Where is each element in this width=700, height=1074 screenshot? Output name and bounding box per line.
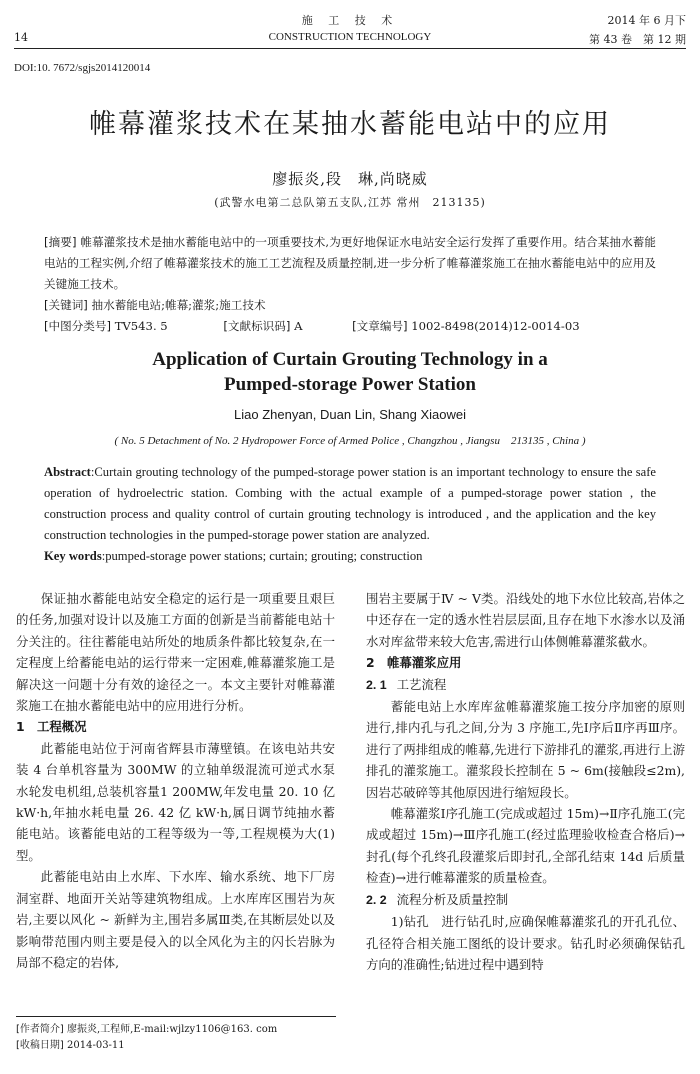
body-paragraph: 蓄能电站上水库库盆帷幕灌浆施工按分序加密的原则进行,排内孔与孔之间,分为 3 序施工,先Ⅰ序后Ⅱ序再Ⅲ序。进行了两排组成的帷幕,先进行下游排孔的灌浆,再进行上游排孔的灌浆施工。灌浆段长控制在 5 ~ 6m(接触段≤2m),因岩芯破碎等其他原因进行缩短段长。 bbox=[366, 699, 685, 800]
abstract-en bbox=[44, 462, 656, 546]
body-paragraph: 1)钻孔 进行钻孔时,应确保帷幕灌浆孔的开孔孔位、孔径符合相关施工图纸的设计要求。钻孔时必须确保钻孔方向的准确性;钻进过程中遇到特 bbox=[366, 914, 685, 972]
body-paragraph: 围岩主要属于Ⅳ ~ Ⅴ类。沿线处的地下水位比较高,岩体之中还存在一定的透水性岩层层面,且存在地下水渗水以及涌水对库盆带来较大危害,需进行山体侧帷幕灌浆截水。 bbox=[366, 591, 685, 649]
footnote-received bbox=[16, 1039, 346, 1053]
subsection-heading-2-1 bbox=[366, 674, 685, 696]
section-heading-2: 2 帷幕灌浆应用 bbox=[366, 655, 462, 671]
keywords-cn bbox=[44, 295, 656, 316]
keywords-en-text: :pumped-storage power stations; curtain; grouting; construction bbox=[101, 549, 423, 563]
classification-line bbox=[44, 316, 656, 337]
clc-value: TV543. 5 bbox=[114, 319, 168, 333]
footnote-author bbox=[16, 1023, 346, 1037]
footnote-author-label: [作者简介] bbox=[16, 1024, 64, 1035]
abstract-cn bbox=[44, 232, 656, 295]
abstract-en-text: :Curtain grouting technology of the pumped-storage power station is an important technology to ensure the safe operation of hydroelectric station. Combing with the actual example of a pumped-storage power station , the construction process and quality control of curtain grouting technology is introduced , and the application and the key construction technologies in the pumped-storage power station are analyzed. bbox=[44, 465, 656, 542]
keywords-en-label: Key words bbox=[44, 549, 102, 563]
keywords-en bbox=[44, 546, 656, 567]
abstract-cn-text: 帷幕灌浆技术是抽水蓄能电站中的一项重要技术,为更好地保证水电站安全运行发挥了重要作用。结合某抽水蓄能电站的工程实例,介绍了帷幕灌浆技术的施工工艺流程及质量控制,进一步分析了帷幕灌浆施工在抽水蓄能电站中的应用及关键施工技术。 bbox=[44, 235, 657, 291]
subsection-heading-2-2 bbox=[366, 889, 685, 911]
doc-code-value: A bbox=[294, 319, 303, 333]
authors-en: Liao Zhenyan, Duan Lin, Shang Xiaowei bbox=[234, 407, 466, 422]
subsection-title: 流程分析及质量控制 bbox=[396, 891, 509, 907]
doi: DOI:10. 7672/sgjs2014120014 bbox=[14, 62, 151, 74]
section-heading-1: 1 工程概况 bbox=[16, 719, 87, 735]
paper-title-en-line2: Pumped-storage Power Station bbox=[224, 374, 476, 395]
authors-cn: 廖振炎,段 琳,尚晓威 bbox=[272, 170, 428, 188]
paper-title-en-line1: Application of Curtain Grouting Technology in a bbox=[152, 349, 548, 370]
journal-name-en: CONSTRUCTION TECHNOLOGY bbox=[268, 31, 432, 43]
header-rule bbox=[14, 48, 686, 49]
paper-title-cn: 帷幕灌浆技术在某抽水蓄能电站中的应用 bbox=[89, 109, 611, 140]
body-right-column bbox=[366, 588, 685, 975]
doc-code-label: [文献标识码] bbox=[223, 319, 291, 333]
footnote-received-label: [收稿日期] bbox=[16, 1040, 64, 1051]
body-paragraph: 此蓄能电站位于河南省辉县市薄壁镇。在该电站共安装 4 台单机容量为 300MW 的立轴单级混流可逆式水泵水轮发电机组,总装机容量1 200MW,年发电量 20. 10 亿 kW·h,年抽水耗电量 26. 42 亿 kW·h,属日调节纯抽水蓄能电站。该蓄能电站的工程等级为一等,工程规模为大(1)型。 bbox=[16, 740, 335, 863]
keywords-cn-text: 抽水蓄能电站;帷幕;灌浆;施工技术 bbox=[91, 298, 266, 312]
body-paragraph: 帷幕灌浆Ⅰ序孔施工(完成或超过 15m)→Ⅱ序孔施工(完成或超过 15m)→Ⅲ序孔施工(经过监理验收检查合格后)→封孔(每个孔终孔段灌浆后即封孔,全部孔结束 14d 后质量检查)→进行帷幕灌浆的质量检查。 bbox=[366, 806, 685, 886]
abstract-cn-label: [摘要] bbox=[44, 235, 77, 249]
footnote-received-text: 2014-03-11 bbox=[67, 1040, 125, 1051]
footnote-author-text: 廖振炎,工程师,E-mail:wjlzy1106@163. com bbox=[67, 1024, 278, 1035]
issue-volume: 第 43 卷 第 12 期 bbox=[589, 33, 686, 46]
journal-name-cn: 施 工 技 术 bbox=[301, 14, 399, 27]
body-left-column bbox=[16, 588, 335, 973]
article-no-label: [文章编号] bbox=[352, 319, 408, 333]
abstract-en-label: Abstract bbox=[44, 465, 91, 479]
keywords-cn-label: [关键词] bbox=[44, 298, 88, 312]
article-no-value: 1002-8498(2014)12-0014-03 bbox=[411, 319, 580, 333]
clc-label: [中图分类号] bbox=[44, 319, 112, 333]
body-paragraph: 此蓄能电站由上水库、下水库、输水系统、地下厂房洞室群、地面开关站等建筑物组成。上水库库区围岩为灰岩,主要以风化 ~ 新鲜为主,围岩多属Ⅲ类,在其断层处以及影响带范围内则主要是侵入的以全风化为主的闪长岩脉为局部不稳定的岩体, bbox=[16, 869, 335, 970]
subsection-number: 2. 1 bbox=[366, 677, 387, 692]
affiliation-cn: (武警水电第二总队第五支队,江苏 常州 213135) bbox=[214, 196, 486, 209]
footnote-rule bbox=[16, 1016, 336, 1017]
page-number: 14 bbox=[14, 31, 28, 44]
subsection-title: 工艺流程 bbox=[396, 676, 447, 692]
affiliation-en: ( No. 5 Detachment of No. 2 Hydropower Force of Armed Police , Changzhou , Jiangsu 213135 , China ) bbox=[114, 435, 586, 447]
body-paragraph: 保证抽水蓄能电站安全稳定的运行是一项重要且艰巨的任务,加强对设计以及施工方面的创新是当前蓄能电站十分关注的。往往蓄能电站所处的地质条件都比较复杂,在一定程度上给蓄能电站的运行带来一定困难,帷幕灌浆施工是解决这一问题十分有效的途径之一。本文主要针对帷幕灌浆施工在抽水蓄能电站中的应用进行分析。 bbox=[16, 591, 335, 714]
subsection-number: 2. 2 bbox=[366, 892, 387, 907]
issue-date: 2014 年 6 月下 bbox=[607, 14, 686, 27]
